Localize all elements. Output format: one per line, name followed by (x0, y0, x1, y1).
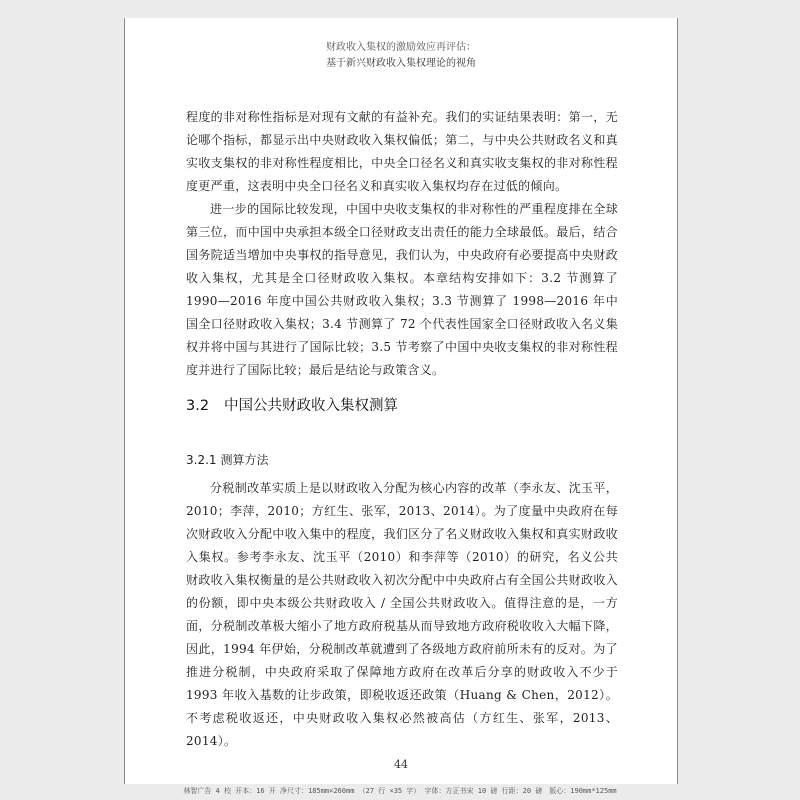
book-page (124, 18, 678, 784)
method-text (186, 477, 618, 753)
print-specification-note: 林智广告 4 校 开本：16 开 净尺寸：185mm×260mm （27 行 ×35 字） 字体：方正书宋 10 磅 行距：20 磅 版心：190mm*125mm (183, 787, 617, 795)
subsection-title: 测算方法 (220, 453, 269, 467)
running-header-line1: 财政收入集权的激励效应再评估： (326, 42, 476, 53)
subsection-number: 3.2.1 (186, 453, 217, 467)
section-number: 3.2 (186, 398, 210, 414)
intro-text (186, 106, 618, 382)
paragraph-continued: 程度的非对称性指标是对现有文献的有益补充。我们的实证结果表明：第一，无论哪个指标，都显示出中央财政收入集权偏低；第二，与中央公共财政名义和真实收支集权的非对称性程度相比，中央全口径名义和真实收支集权的非对称性程度更严重，这表明中央全口径名义和真实收入集权均存在过低的倾向。 (186, 110, 618, 193)
section-title: 中国公共财政收入集权测算 (224, 398, 398, 414)
paragraph-international-comparison: 进一步的国际比较发现，中国中央收支集权的非对称性的严重程度排在全球第三位，而中国中央承担本级全口径财政支出责任的能力全球最低。最后，结合国务院适当增加中央事权的指导意见，我们认为，中央政府有必要提高中央财政收入集权，尤其是全口径财政收入集权。本章结构安排如下：3.2 节测算了 1990—2016 年度中国公共财政收入集权；3.3 节测算了 1998—2016 年中国全口径财政收入集权；3.4 节测算了 72 个代表性国家全口径财政收入名义集权并将中国与其进行了国际比较；3.5 节考察了中国中央收支集权的非对称性程度并进行了国际比较；最后是结论与政策含义。 (186, 202, 618, 377)
running-header-line2: 基于新兴财政收入集权理论的视角 (326, 58, 476, 69)
page-number: 44 (394, 758, 408, 771)
running-header (125, 40, 677, 72)
section-heading (186, 394, 398, 415)
subsection-heading (186, 451, 269, 468)
paragraph-method: 分税制改革实质上是以财政收入分配为核心内容的改革（李永友、沈玉平，2010；李萍，2010；方红生、张军，2013、2014）。为了度量中央政府在每次财政收入分配中收入集中的程度，我们区分了名义财政收入集权和真实财政收入集权。参考李永友、沈玉平（2010）和李萍等（2010）的研究，名义公共财政收入集权衡量的是公共财政收入初次分配中中央政府占有全国公共财政收入的份额，即中央本级公共财政收入 / 全国公共财政收入。值得注意的是，一方面，分税制改革极大缩小了地方政府税基从而导致地方政府税收收入大幅下降，因此，1994 年伊始，分税制改革就遭到了各级地方政府前所未有的反对。为了推进分税制，中央政府采取了保障地方政府在改革后分享的财政收入不少于 1993 年收入基数的让步政策，即税收返还政策（Huang & Chen，2012）。不考虑税收返还，中央财政收入集权必然被高估（方红生、张军，2013、2014）。 (186, 481, 618, 748)
